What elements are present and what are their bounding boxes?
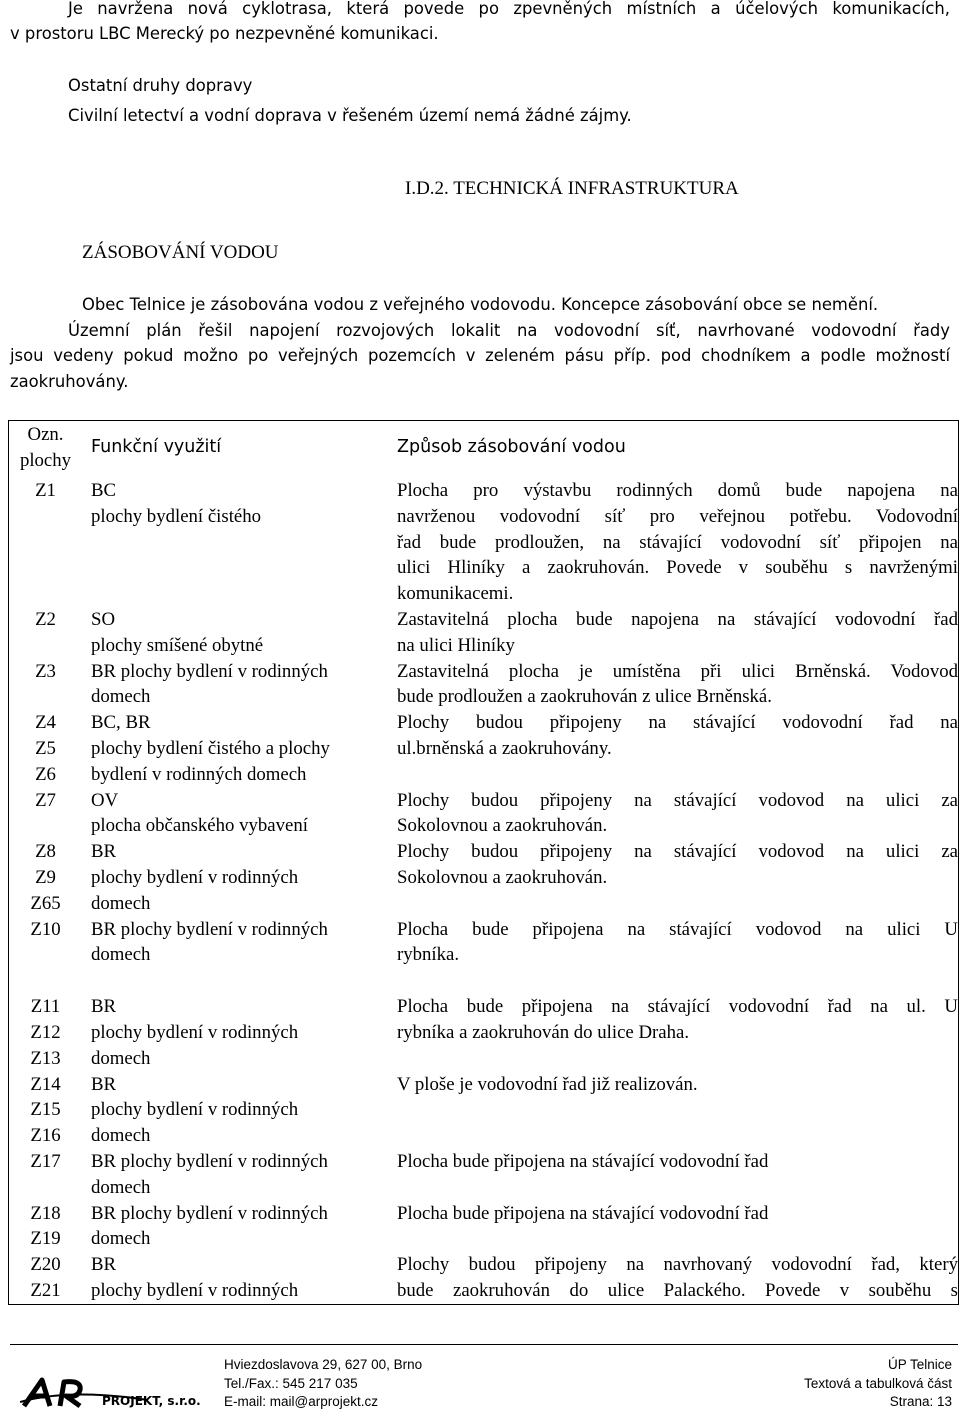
supply-line: Plocha bude připojena na stávající vodovodní řad xyxy=(397,1150,769,1172)
supply-line: ulici Hliníky a zaokruhován. Povede v souběhu s navrženými xyxy=(397,557,958,579)
row-id-cell xyxy=(8,839,83,916)
table-row xyxy=(8,1149,958,1201)
table-row xyxy=(8,1072,958,1149)
row-supply-cell xyxy=(397,1201,958,1253)
functional-use-line: BR plochy bydlení v rodinných xyxy=(91,660,328,682)
footer-page-number: Strana: 13 xyxy=(889,1394,952,1409)
other-transport-text: Civilní letectví a vodní doprava v řešeném území nemá žádné zájmy. xyxy=(68,106,632,125)
functional-use-line: BR xyxy=(91,841,117,863)
paragraph-1: Obec Telnice je zásobována vodou z veřejného vodovodu. Koncepce zásobování obce se nemění. xyxy=(82,295,879,314)
row-use-cell xyxy=(83,607,397,659)
functional-use-line: plochy bydlení v rodinných xyxy=(91,866,299,888)
functional-use-line: BC, BR xyxy=(91,712,151,734)
supply-line: Plochy budou připojeny na stávající vodovodní řad na xyxy=(397,712,958,734)
area-id: Z18 xyxy=(30,1202,61,1224)
footer-contact xyxy=(224,1356,422,1412)
table-row xyxy=(8,710,958,787)
row-use-cell xyxy=(83,478,397,607)
area-id: Z8 xyxy=(35,841,56,863)
row-id-cell xyxy=(8,994,83,1071)
functional-use-line: BC xyxy=(91,480,117,501)
area-id: Z20 xyxy=(30,1254,61,1276)
functional-use-line: domech xyxy=(91,892,151,914)
area-id: Z2 xyxy=(35,608,56,630)
area-id: Z10 xyxy=(30,918,61,940)
area-id: Z9 xyxy=(35,866,56,888)
area-id: Z65 xyxy=(30,892,61,914)
functional-use-line: plochy bydlení čistého a plochy xyxy=(91,737,330,759)
supply-line: Sokolovnou a zaokruhován. xyxy=(397,866,608,888)
area-id: Z1 xyxy=(35,480,56,501)
supply-line: řad bude prodloužen, na stávající vodovodní síť připojen na xyxy=(397,531,958,553)
area-id: Z5 xyxy=(35,737,56,759)
section-title: I.D.2. TECHNICKÁ INFRASTRUKTURA xyxy=(405,178,739,199)
supply-line: Plocha bude připojena na stávající vodovodní řad xyxy=(397,1202,769,1224)
row-supply-cell xyxy=(397,1149,958,1201)
row-supply-cell xyxy=(397,994,958,1071)
supply-line: rybníka a zaokruhován do ulice Draha. xyxy=(397,1021,690,1043)
intro-line-2: v prostoru LBC Merecký po nezpevněné komunikaci. xyxy=(10,24,439,43)
area-id: Z15 xyxy=(30,1099,61,1121)
supply-line: na ulici Hliníky xyxy=(397,634,515,656)
table-row xyxy=(8,788,958,840)
functional-use-line: BR plochy bydlení v rodinných xyxy=(91,918,328,940)
logo-company-name: PROJEKT, s.r.o. xyxy=(102,1394,201,1408)
functional-use-line: domech xyxy=(91,944,151,966)
area-id: Z13 xyxy=(30,1047,61,1069)
row-id-cell xyxy=(8,788,83,840)
row-use-cell xyxy=(83,788,397,840)
supply-line: rybníka. xyxy=(397,944,460,966)
supply-line: Plochy budou připojeny na stávající vodovod na ulici za xyxy=(397,841,958,863)
supply-line: bude prodloužen a zaokruhován z ulice Brněnská. xyxy=(397,686,772,708)
row-id-cell xyxy=(8,659,83,711)
row-supply-cell xyxy=(397,839,958,916)
area-id: Z17 xyxy=(30,1150,61,1172)
row-use-cell xyxy=(83,1149,397,1201)
intro-line-1: Je navržena nová cyklotrasa, která povede po zpevněných místních a účelových komunikacích, xyxy=(68,0,950,18)
area-id: Z14 xyxy=(30,1073,61,1095)
functional-use-line: BR xyxy=(91,996,117,1018)
area-id xyxy=(8,942,83,968)
row-id-cell xyxy=(8,1201,83,1253)
header-supply xyxy=(397,420,958,478)
functional-use-line: domech xyxy=(91,1176,151,1198)
row-supply-cell xyxy=(397,710,958,787)
row-id-cell xyxy=(8,478,83,607)
table-row xyxy=(8,607,958,659)
table-row xyxy=(8,1252,958,1304)
supply-line: V ploše je vodovodní řad již realizován. xyxy=(397,1073,698,1095)
paragraph-2-line-3: zaokruhovány. xyxy=(10,372,129,391)
supply-line: ul.brněnská a zaokruhovány. xyxy=(397,737,612,759)
functional-use-line: domech xyxy=(91,1228,151,1250)
table-row xyxy=(8,659,958,711)
footer-document-info xyxy=(804,1356,952,1412)
area-id: Z19 xyxy=(30,1228,61,1250)
area-id: Z6 xyxy=(35,763,56,785)
header-ozn xyxy=(8,420,83,478)
supply-line: Plocha bude připojena na stávající vodovod na ulici U xyxy=(397,918,958,940)
functional-use-line: BR plochy bydlení v rodinných xyxy=(91,1150,328,1172)
area-id: Z16 xyxy=(30,1125,61,1147)
row-supply-cell xyxy=(397,1072,958,1149)
supply-line: navrženou vodovodní síť pro veřejnou potřebu. Vodovodní xyxy=(397,505,958,527)
row-use-cell xyxy=(83,1252,397,1304)
row-id-cell xyxy=(8,1252,83,1304)
table-row xyxy=(8,839,958,916)
supply-line: bude zaokruhován do ulice Palackého. Povede v souběhu s xyxy=(397,1279,958,1301)
row-use-cell xyxy=(83,839,397,916)
row-use-cell xyxy=(83,710,397,787)
table-row xyxy=(8,917,958,995)
footer-email: E-mail: mail@arprojekt.cz xyxy=(224,1394,378,1409)
header-ozn-line-2: plochy xyxy=(19,449,72,471)
header-ozn-line-1: Ozn. xyxy=(27,424,64,445)
table-border-right xyxy=(958,420,959,1304)
area-id: Z7 xyxy=(35,789,56,811)
header-use-label: Funkční využití xyxy=(91,437,222,457)
row-id-cell xyxy=(8,917,83,995)
functional-use-line: plochy bydlení v rodinných xyxy=(91,1021,299,1043)
row-use-cell xyxy=(83,917,397,995)
row-supply-cell xyxy=(397,659,958,711)
footer-address: Hviezdoslavova 29, 627 00, Brno xyxy=(224,1357,423,1372)
row-use-cell xyxy=(83,1201,397,1253)
table-row xyxy=(8,478,958,607)
supply-line: komunikacemi. xyxy=(397,583,514,605)
row-id-cell xyxy=(8,710,83,787)
table-row xyxy=(8,1201,958,1253)
supply-line: Zastavitelná plocha je umístěna při ulici Brněnská. Vodovod xyxy=(397,660,958,682)
functional-use-line: bydlení v rodinných domech xyxy=(91,763,307,785)
paragraph-2-line-1: Územní plán řešil napojení rozvojových lokalit na vodovodní síť, navrhované vodovodní řady xyxy=(68,321,950,340)
area-id: Z12 xyxy=(30,1021,61,1043)
other-transport-heading: Ostatní druhy dopravy xyxy=(68,76,253,95)
footer-doc-part: Textová a tabulková část xyxy=(804,1375,952,1391)
row-supply-cell xyxy=(397,788,958,840)
functional-use-line: BR plochy bydlení v rodinných xyxy=(91,1202,328,1224)
area-id: Z11 xyxy=(30,996,61,1018)
row-id-cell xyxy=(8,1149,83,1201)
footer-divider xyxy=(10,1344,958,1345)
functional-use-line: BR xyxy=(91,1073,117,1095)
section-subtitle: ZÁSOBOVÁNÍ VODOU xyxy=(82,242,279,263)
row-id-cell xyxy=(8,607,83,659)
header-supply-label: Způsob zásobování vodou xyxy=(397,437,626,457)
functional-use-line: plochy bydlení v rodinných xyxy=(91,1279,299,1301)
supply-line: Plochy budou připojeny na navrhovaný vodovodní řad, který xyxy=(397,1254,958,1276)
row-supply-cell xyxy=(397,478,958,607)
table-border-bottom xyxy=(8,1304,959,1305)
row-supply-cell xyxy=(397,607,958,659)
functional-use-line: plochy bydlení v rodinných xyxy=(91,1099,299,1121)
row-supply-cell xyxy=(397,917,958,995)
footer-doc-name: ÚP Telnice xyxy=(887,1357,952,1372)
functional-use-line: SO xyxy=(91,608,116,630)
supply-line: Plochy budou připojeny na stávající vodovod na ulici za xyxy=(397,789,958,811)
supply-line: Plocha bude připojena na stávající vodovodní řad na ul. U xyxy=(397,996,958,1018)
supply-line: Plocha pro výstavbu rodinných domů bude napojena na xyxy=(397,480,958,501)
functional-use-line: OV xyxy=(91,789,119,811)
paragraph-2-line-2: jsou vedeny pokud možno po veřejných pozemcích v zeleném pásu příp. pod chodníkem a podle možností xyxy=(10,346,950,365)
supply-line: Sokolovnou a zaokruhován. xyxy=(397,815,608,837)
row-id-cell xyxy=(8,1072,83,1149)
functional-use-line: domech xyxy=(91,1047,151,1069)
functional-use-line: plocha občanského vybavení xyxy=(91,815,308,837)
row-use-cell xyxy=(83,1072,397,1149)
functional-use-line: BR xyxy=(91,1254,117,1276)
footer-phone: Tel./Fax.: 545 217 035 xyxy=(224,1375,358,1391)
functional-use-line: plochy smíšené obytné xyxy=(91,634,264,656)
area-id: Z4 xyxy=(35,712,56,734)
water-supply-table xyxy=(8,420,958,1304)
row-use-cell xyxy=(83,659,397,711)
area-id: Z3 xyxy=(35,660,56,682)
functional-use-line: domech xyxy=(91,1125,151,1147)
area-id: Z21 xyxy=(30,1279,61,1301)
row-supply-cell xyxy=(397,1252,958,1304)
supply-line: Zastavitelná plocha bude napojena na stávající vodovodní řad xyxy=(397,608,958,630)
table-row xyxy=(8,994,958,1071)
functional-use-line: domech xyxy=(91,686,151,708)
table-header-row xyxy=(8,420,958,478)
header-use xyxy=(83,420,397,478)
functional-use-line: plochy bydlení čistého xyxy=(91,505,262,527)
row-use-cell xyxy=(83,994,397,1071)
